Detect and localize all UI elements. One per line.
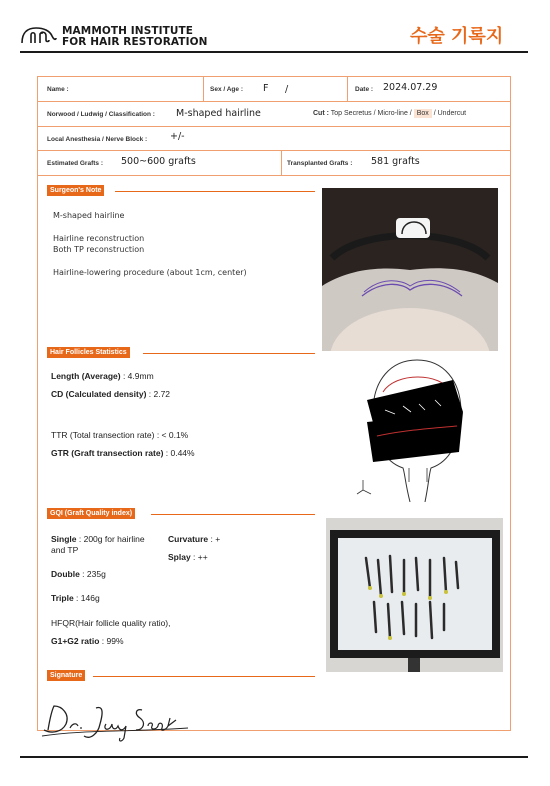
triple-value: : 146g bbox=[73, 593, 100, 603]
cd-stat bbox=[51, 389, 170, 399]
triple-stat bbox=[51, 593, 100, 603]
anesthesia-field[interactable]: +/- bbox=[170, 131, 185, 142]
gtr-value: : 0.44% bbox=[163, 448, 195, 458]
length-value: : 4.9mm bbox=[120, 371, 154, 381]
double-label: Double bbox=[51, 569, 80, 579]
triple-label: Triple bbox=[51, 593, 74, 603]
cd-value: : 2.72 bbox=[146, 389, 171, 399]
cut-option-top-secretus[interactable]: Top Secretus bbox=[330, 110, 372, 117]
cut-separator: / bbox=[433, 110, 436, 117]
anesthesia-label: Local Anesthesia / Nerve Block : bbox=[47, 136, 148, 143]
length-label: Length (Average) bbox=[51, 371, 121, 381]
gtr-label: GTR (Graft transection rate) bbox=[51, 448, 164, 458]
ttr-stat bbox=[51, 430, 188, 440]
row-divider bbox=[37, 126, 511, 127]
note-line: M-shaped hairline bbox=[53, 211, 125, 220]
handwritten-signature-icon bbox=[40, 700, 190, 744]
footer-divider bbox=[20, 756, 528, 758]
ratio-label: G1+G2 ratio bbox=[51, 636, 100, 646]
surgeons-note-body bbox=[53, 210, 247, 278]
age-separator: / bbox=[285, 84, 289, 95]
mammoth-logo-icon bbox=[20, 26, 58, 46]
signature-image bbox=[40, 700, 190, 749]
section-rule bbox=[151, 514, 315, 515]
single-value-cont: and TP bbox=[51, 545, 79, 555]
logo-line-2: FOR HAIR RESTORATION bbox=[62, 36, 208, 48]
double-value: : 235g bbox=[79, 569, 106, 579]
sex-age-label: Sex / Age : bbox=[210, 86, 243, 93]
surgeons-note-heading: Surgeon's Note bbox=[47, 185, 104, 196]
ratio-stat bbox=[51, 636, 124, 646]
hairline-photo-image bbox=[322, 188, 498, 351]
section-rule bbox=[93, 676, 315, 677]
ratio-value: : 99% bbox=[99, 636, 124, 646]
single-stat bbox=[51, 534, 145, 556]
note-line: Hairline-lowering procedure (about 1cm, center) bbox=[53, 268, 247, 277]
cut-option-micro-line[interactable]: Micro-line bbox=[377, 110, 408, 117]
ttr-value: : < 0.1% bbox=[154, 430, 189, 440]
curvature-label: Curvature bbox=[168, 534, 209, 544]
col-divider bbox=[347, 76, 348, 101]
single-value: : 200g for hairline bbox=[76, 534, 145, 544]
logo-text bbox=[62, 26, 208, 48]
cd-label: CD (Calculated density) bbox=[51, 389, 147, 399]
grafts-photo-image bbox=[326, 518, 503, 672]
date-label: Date : bbox=[355, 86, 374, 93]
cut-separator: / bbox=[373, 110, 376, 117]
stats-heading: Hair Follicles Statistics bbox=[47, 347, 130, 358]
cut-option-undercut[interactable]: Undercut bbox=[437, 110, 467, 117]
section-rule bbox=[115, 191, 315, 192]
hairline-photo bbox=[322, 188, 498, 351]
cut-label: Cut : bbox=[313, 110, 329, 117]
grafts-photo bbox=[326, 518, 503, 672]
logo bbox=[20, 26, 58, 51]
note-line: Both TP reconstruction bbox=[53, 245, 145, 254]
head-diagram-image bbox=[355, 352, 475, 502]
length-stat bbox=[51, 371, 154, 381]
ttr-label: TTR (Total transection rate) bbox=[51, 430, 155, 440]
splay-stat bbox=[168, 552, 208, 562]
sex-field[interactable]: F bbox=[263, 83, 269, 94]
cut-option-box-selected[interactable]: Box bbox=[414, 109, 432, 118]
double-stat bbox=[51, 569, 106, 579]
note-line: Hairline reconstruction bbox=[53, 234, 145, 243]
classification-label: Norwood / Ludwig / Classification : bbox=[47, 111, 155, 118]
row-divider bbox=[37, 175, 511, 176]
gqi-heading: GQI (Graft Quality index) bbox=[47, 508, 135, 519]
col-divider bbox=[203, 76, 204, 101]
head-diagram bbox=[355, 352, 475, 502]
hfqr-stat bbox=[51, 618, 171, 628]
transplanted-grafts-label: Transplanted Grafts : bbox=[287, 160, 353, 167]
section-rule bbox=[143, 353, 315, 354]
cut-options bbox=[313, 110, 466, 117]
date-field[interactable]: 2024.07.29 bbox=[383, 82, 438, 93]
splay-label: Splay bbox=[168, 552, 191, 562]
estimated-grafts-field[interactable]: 500~600 grafts bbox=[121, 156, 196, 167]
curvature-stat bbox=[168, 534, 220, 544]
splay-value: : ++ bbox=[190, 552, 208, 562]
classification-field[interactable]: M-shaped hairline bbox=[176, 108, 261, 119]
hfqr-label: HFQR(Hair follicle quality ratio), bbox=[51, 618, 171, 628]
cut-separator: / bbox=[409, 110, 412, 117]
curvature-value: : + bbox=[208, 534, 221, 544]
gtr-stat bbox=[51, 448, 195, 458]
page-title: 수술 기록지 bbox=[410, 26, 504, 47]
row-divider bbox=[37, 150, 511, 151]
single-label: Single bbox=[51, 534, 77, 544]
logo-line-1: MAMMOTH INSTITUTE bbox=[62, 25, 194, 37]
row-divider bbox=[37, 101, 511, 102]
estimated-grafts-label: Estimated Grafts : bbox=[47, 160, 103, 167]
header-divider bbox=[20, 51, 528, 53]
col-divider bbox=[281, 150, 282, 175]
transplanted-grafts-field[interactable]: 581 grafts bbox=[371, 156, 420, 167]
name-label: Name : bbox=[47, 86, 69, 93]
signature-heading: Signature bbox=[47, 670, 85, 681]
